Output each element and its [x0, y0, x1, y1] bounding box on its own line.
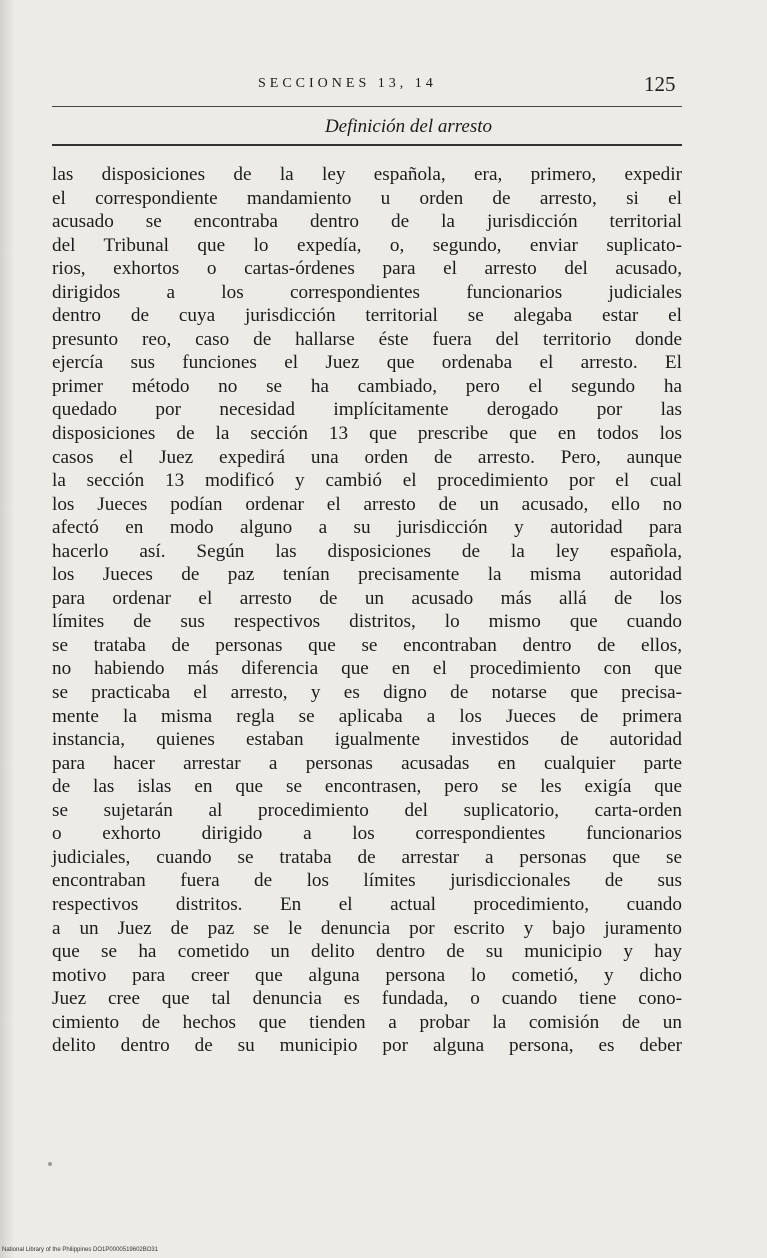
text-line: Juez cree que tal denuncia es fundada, o cuando tiene cono- — [52, 988, 682, 1010]
text-line: dentro de cuya jurisdicción territorial se alegaba estar el — [52, 305, 682, 327]
text-line: cimiento de hechos que tienden a probar la comisión de un — [52, 1011, 682, 1033]
text-line: se sujetarán al procedimiento del suplicatorio, carta-orden — [52, 799, 682, 821]
text-line: mente la misma regla se aplicaba a los Jueces de primera — [52, 705, 682, 727]
page-edge-shadow — [0, 0, 14, 1258]
text-line: rios, exhortos o cartas-órdenes para el arresto del acusado, — [52, 258, 682, 280]
scan-speck — [48, 1162, 52, 1166]
text-line: a un Juez de paz se le denuncia por escrito y bajo juramento — [52, 917, 682, 939]
text-line: delito dentro de su municipio por alguna persona, es deber — [52, 1035, 682, 1057]
text-line: los Jueces podían ordenar el arresto de un acusado, ello no — [52, 493, 682, 515]
text-line: del Tribunal que lo expedía, o, segundo, enviar suplicato- — [52, 234, 682, 256]
text-line: la sección 13 modificó y cambió el procedimiento por el cual — [52, 470, 682, 492]
text-line: límites de sus respectivos distritos, lo mismo que cuando — [52, 611, 682, 633]
text-line: para hacer arrestar a personas acusadas en cualquier parte — [52, 752, 682, 774]
library-credit: National Library of the Philippines DO1P0000519602BO31 — [2, 1247, 159, 1253]
text-line: o exhorto dirigido a los correspondientes funcionarios — [52, 823, 682, 845]
text-line: no habiendo más diferencia que en el procedimiento con que — [52, 658, 682, 680]
text-line: primer método no se ha cambiado, pero el segundo ha — [52, 375, 682, 397]
text-line: casos el Juez expedirá una orden de arresto. Pero, aunque — [52, 446, 682, 468]
running-title: SECCIONES 13, 14 — [258, 76, 437, 91]
text-line: acusado se encontraba dentro de la jurisdicción territorial — [52, 211, 682, 233]
header-rule-bottom — [52, 144, 682, 146]
page-number: 125 — [644, 72, 676, 96]
text-line: judiciales, cuando se trataba de arrestar a personas que se — [52, 846, 682, 868]
text-line: hacerlo así. Según las disposiciones de la ley española, — [52, 540, 682, 562]
running-head — [0, 70, 767, 100]
text-line: afectó en modo alguno a su jurisdicción y autoridad para — [52, 517, 682, 539]
text-line: presunto reo, caso de hallarse éste fuera del territorio donde — [52, 328, 682, 350]
body-text — [52, 163, 682, 1058]
text-line: el correspondiente mandamiento u orden de arresto, si el — [52, 187, 682, 209]
text-line: que se ha cometido un delito dentro de su municipio y hay — [52, 941, 682, 963]
text-line: instancia, quienes estaban igualmente investidos de autoridad — [52, 729, 682, 751]
text-line: las disposiciones de la ley española, era, primero, expedir — [52, 164, 682, 185]
text-line: ejercía sus funciones el Juez que ordenaba el arresto. El — [52, 352, 682, 374]
text-line: respectivos distritos. En el actual procedimiento, cuando — [52, 893, 682, 915]
text-line: dirigidos a los correspondientes funcionarios judiciales — [52, 281, 682, 303]
section-heading: Definición del arresto — [324, 116, 493, 137]
text-line: se practicaba el arresto, y es digno de notarse que precisa- — [52, 682, 682, 704]
text-line: para ordenar el arresto de un acusado más allá de los — [52, 587, 682, 609]
text-line: disposiciones de la sección 13 que prescribe que en todos los — [52, 423, 682, 445]
header-rule-top — [52, 106, 682, 107]
text-line: motivo para creer que alguna persona lo cometió, y dicho — [52, 964, 682, 986]
text-line: los Jueces de paz tenían precisamente la misma autoridad — [52, 564, 682, 586]
text-line: se trataba de personas que se encontraban dentro de ellos, — [52, 634, 682, 656]
text-line: encontraban fuera de los límites jurisdiccionales de sus — [52, 870, 682, 892]
text-line: de las islas en que se encontrasen, pero se les exigía que — [52, 776, 682, 798]
text-line: quedado por necesidad implícitamente derogado por las — [52, 399, 682, 421]
